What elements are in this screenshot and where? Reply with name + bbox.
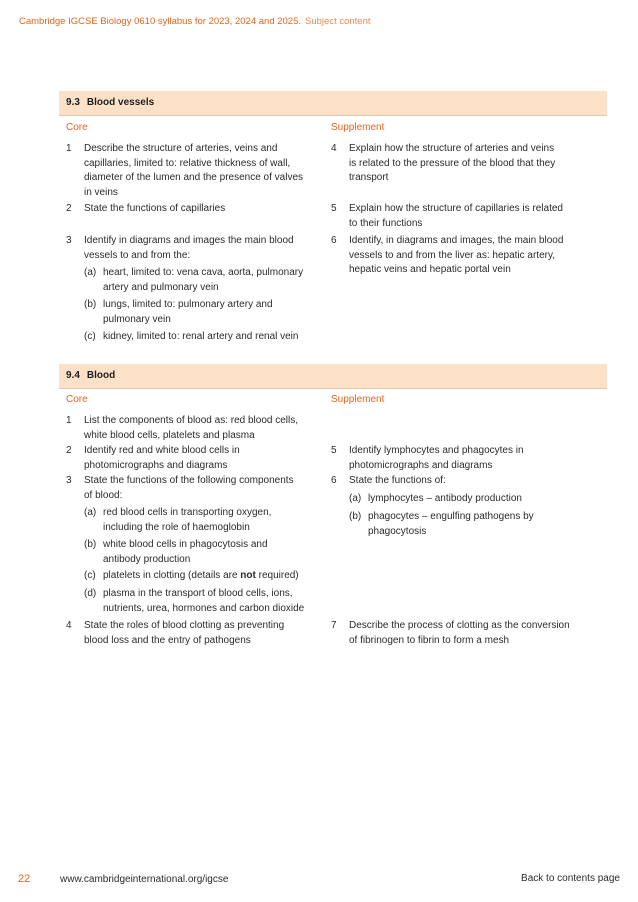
section-blood [59,364,607,679]
text-line: lungs, limited to: pulmonary artery and [103,299,273,310]
objective-number: 5 [331,203,337,214]
objective-number: 6 [331,475,337,486]
text-line: white blood cells in phagocytosis and [103,539,268,550]
text-line: required) [255,570,299,581]
section-heading [59,364,607,388]
website-link[interactable]: www.cambridgeinternational.org/igcse [60,874,229,885]
document-subtitle: Subject content [305,16,371,27]
objective-number: 4 [331,143,337,154]
objective-number: 7 [331,620,337,631]
sub-letter: (d) [84,588,97,599]
text-line: Describe the process of clotting as the conversion [349,620,570,631]
section-title: Blood [86,370,116,381]
objective-text [84,474,294,503]
running-header [19,16,371,27]
text-line: phagocytosis [368,525,427,537]
text-line: white blood cells, platelets and plasma [84,429,255,441]
objective-number: 3 [66,475,72,486]
text-line: including the role of haemoglobin [103,521,250,533]
text-line: artery and pulmonary vein [103,281,219,293]
sub-text [103,569,299,584]
sub-letter: (a) [84,267,97,278]
text-line: hepatic veins and hepatic portal vein [349,264,511,275]
text-line: photomicrographs and diagrams [349,459,493,471]
objective-number: 1 [66,415,72,426]
text-line: blood loss and the entry of pathogens [84,634,251,646]
text-line: nutrients, urea, hormones and carbon dioxide [103,602,305,614]
text-line: is related to the pressure of the blood that they [349,157,556,169]
text-line: capillaries, limited to: relative thickness of wall, [84,157,291,169]
text-line: State the functions of the following components [84,475,294,486]
text-line: to their functions [349,217,423,229]
text-line: Describe the structure of arteries, veins and [84,143,278,154]
sub-letter: (a) [84,507,97,518]
objective-text [349,234,563,278]
text-line: platelets in clotting (details are [103,570,241,581]
sub-text: kidney, limited to: renal artery and renal vein [103,331,299,342]
text-line: in veins [84,186,118,198]
text-line: Identify, in diagrams and images, the main blood [349,235,564,246]
sub-text [103,538,268,567]
text-line: diameter of the lumen and the presence of valves [84,172,304,183]
sub-letter: (a) [349,493,362,504]
text-line: of blood: [84,489,123,501]
text-line: antibody production [103,553,191,565]
objective-text: State the functions of: [349,475,446,486]
text-line: heart, limited to: vena cava, aorta, pulmonary [103,267,304,278]
sub-letter: (c) [84,331,96,342]
text-line: State the roles of blood clotting as preventing [84,620,285,631]
objective-text [349,142,555,186]
sub-letter: (c) [84,570,96,581]
text-line: transport [349,172,389,183]
text-line: phagocytes – engulfing pathogens by [368,511,534,522]
sub-text [103,266,303,295]
core-label: Core [66,394,88,405]
objective-number: 2 [66,203,72,214]
emphasis-text: not [240,570,256,581]
objective-number: 2 [66,445,72,456]
section-heading [59,91,607,115]
objective-text [84,619,284,648]
objective-text [84,444,240,473]
objective-text [84,234,294,263]
objective-text [84,142,303,200]
sub-text: lymphocytes – antibody production [368,493,522,504]
text-line: plasma in the transport of blood cells, ions, [103,588,293,599]
objective-number: 5 [331,445,337,456]
supplement-label: Supplement [331,394,385,405]
sub-letter: (b) [349,511,362,522]
text-line: vessels to and from the liver as: hepatic artery, [349,249,556,261]
objective-text [349,444,524,473]
text-line: Identify red and white blood cells in [84,445,240,456]
sub-letter: (b) [84,299,97,310]
supplement-label: Supplement [331,122,385,133]
sub-text [103,298,273,327]
text-line: Identify in diagrams and images the main blood [84,235,294,246]
text-line: List the components of blood as: red blood cells, [84,415,299,426]
text-line: of fibrinogen to fibrin to form a mesh [349,634,510,646]
text-line: Explain how the structure of arteries and veins [349,143,555,154]
text-line: red blood cells in transporting oxygen, [103,507,272,518]
text-line: Identify lymphocytes and phagocytes in [349,445,524,456]
sub-letter: (b) [84,539,97,550]
objective-text [349,619,570,648]
objective-number: 4 [66,620,72,631]
core-label: Core [66,122,88,133]
document-title: Cambridge IGCSE Biology 0610 syllabus for 2023, 2024 and 2025. [19,16,302,27]
objective-number: 6 [331,235,337,246]
objective-text [84,414,298,443]
text-line: photomicrographs and diagrams [84,459,228,471]
text-line: pulmonary vein [103,313,171,325]
page-number: 22 [18,873,31,885]
objective-number: 1 [66,143,72,154]
text-line: Explain how the structure of capillaries is related [349,203,563,214]
sub-text [368,510,534,539]
objective-number: 3 [66,235,72,246]
section-blood-vessels [59,91,607,366]
sub-text [103,587,304,616]
objective-text: State the functions of capillaries [84,203,226,214]
section-number: 9.4 [66,370,80,381]
objective-text [349,202,563,231]
section-number: 9.3 [66,97,80,108]
text-line: vessels to and from the: [84,249,191,261]
sub-text [103,506,271,535]
back-to-contents-link[interactable]: Back to contents page [521,873,620,884]
section-title: Blood vessels [86,97,155,108]
